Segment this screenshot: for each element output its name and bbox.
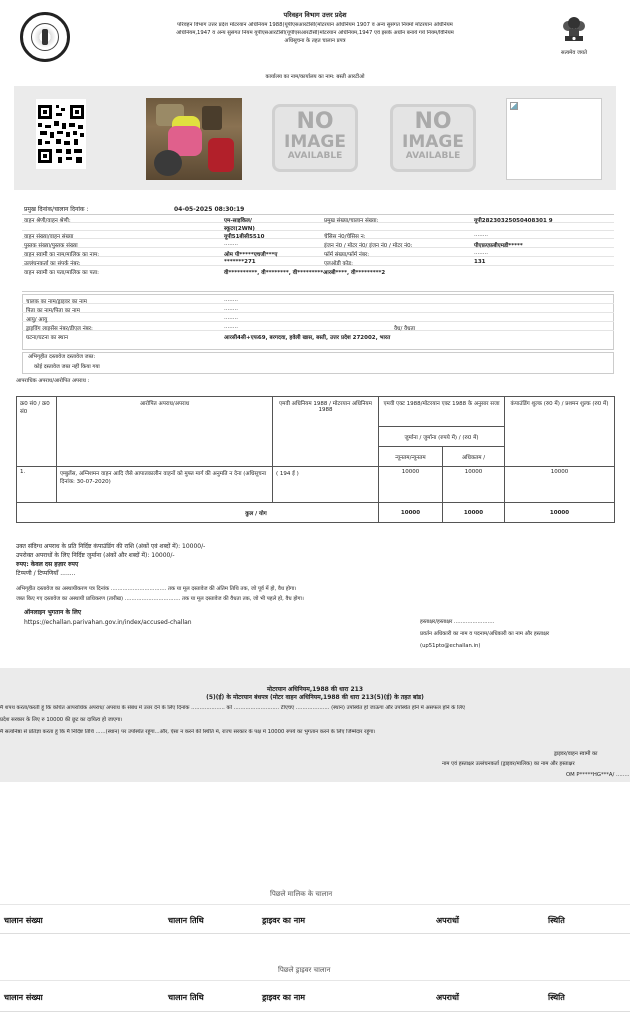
th-compound: कंपाउंडिंग शुल्क (रु0 में) / प्रशमन शुल्क (रु0 में) (505, 397, 615, 467)
header-line1: परिवहन विभाग उत्तर प्रदेश मोटरयान अधिनियम 1988(यूपीएसआरटीसी(मोटरयान अधिनियम 1907 व अन्य सुसंगत नियमों मोटरयान अधिनियम (177, 22, 453, 28)
seized-doc-validity: अभिगृहीत दस्तावेज का अस्थायीकरण पत्र दिनांक ................................. तक या मूल दस्तावेज की अंतिम तिथि तक, जो पूर्व में हो, वैध होगा। (16, 586, 297, 592)
owner-challans-caption: पिछले मालिक के चालान (270, 890, 333, 898)
driver-col-offences[interactable]: अपराधों (436, 993, 459, 1002)
bond-para-1: मैं शपथ करता/करती हूं कि कथित आपराधिक अपराध/ अपराध के संबंध में उत्तर देने के लिए दिनांक .................... को ........................... टीएचए .................... (स्थान) उपस्थित हो जाऊंगा और उपस्थित होने में असफल होने के लिए (0, 705, 465, 711)
th-max: अधिकतम / (443, 447, 505, 467)
owner-col-status[interactable]: स्थिति (548, 916, 565, 925)
owner-col-challan-date[interactable]: चालान तिथि (168, 916, 204, 925)
driver-col-challan-date[interactable]: चालान तिथि (168, 993, 204, 1002)
no-image-placeholder-2: NO IMAGE AVAILABLE (390, 104, 476, 172)
driver-challans-header (0, 980, 630, 1012)
office-name: कार्यालय का नाम/कार्यालय का नाम: बस्ती आरटीओ (265, 74, 365, 80)
online-payment-label: ऑनलाइन भुगतान के लिए (24, 609, 82, 616)
bond-para-3: मैं सत्यनिष्ठा से प्रतिज्ञा करता हूं कि मैं निर्दिष्ट तिथि ......(स्थान) पर उपस्थित रहूंगा...और, ऐसा न करने की स्थिति में, राज्य सरकार के पक्ष में 10000 रुपये का भुगतान करने के लिए जिम्मेदार रहूंगा। (0, 729, 376, 735)
amount-words: रुपए: केवल दस हज़ार रुपए (16, 561, 79, 568)
bond-sign-1: ड्राइवर/वाहन स्वामी का (554, 751, 598, 757)
seized-value: कोई दस्तावेज जब्त नहीं किया गया (34, 364, 100, 370)
owner-challans-header (0, 904, 630, 934)
driver-col-driver-name[interactable]: ड्राइवर का नाम (262, 993, 306, 1002)
driver-challans-caption: पिछले ड्राइवर चालान (278, 966, 331, 974)
signature-label: हस्ताक्षर/हस्ताक्षर ........................ (420, 619, 495, 625)
broken-image-icon (510, 102, 518, 110)
challan-date-label: प्रमुख दिनांक/चालान दिनांक : (24, 206, 89, 213)
emblem-caption: सत्यमेव जयते (560, 50, 587, 56)
remarks: टिप्पणी / टिप्पणियाँ ........ (16, 570, 76, 577)
bond-para-2: प्रदेश सरकार के लिए रु 10000 की छूट का दायित्व हो जाएगा। (0, 717, 123, 723)
owner-col-offences[interactable]: अपराधों (436, 916, 459, 925)
driver-col-status[interactable]: स्थिति (548, 993, 565, 1002)
vehicle-photo[interactable] (146, 98, 242, 180)
no-image-placeholder-1: NO IMAGE AVAILABLE (272, 104, 358, 172)
up-police-logo (20, 12, 70, 62)
header-line2: अधिनियम,1947 व अन्य सुसंगत नियम यूपीएसआरटीसी(यूपीएसआरटीसी)मोटरयान अधिनियम,1947 एवं इसके अधीन बनाये गये नियम/विनियम (176, 30, 454, 36)
header-line3: अधिसूचना के तहत चालान प्रपत्र (284, 38, 346, 44)
challan-date-value: 04-05-2025 08:30:19 (174, 206, 245, 213)
th-fine: जुर्माना / जुर्माना (रुपये में) / (रु0 में) (379, 427, 505, 447)
officer-email: (up51pto@echallan.in) (420, 643, 481, 649)
bond-title: मोटरयान अधिनियम,1988 की धारा 213 (266, 686, 364, 693)
seized-label: अभिगृहीत दस्तावेज दस्तावेज जब्त: (28, 354, 96, 360)
temp-authorization: जब्त किए गए दस्तावेज का अस्थायी प्राधिकरण (तारीख) ................................. तक या मूल दस्तावेज की वैधता तक, जो भी पहले हो, वैध होगा। (16, 596, 304, 602)
table-row: 1. एम्बुलेंस, अग्निशमन वाहन आदि जैसे आपातकालीन वाहनों को मुफ्त मार्ग की अनुमति न देना (अधिसूचना दिनांक: 30-07-2020) ( 194 ई ) 10000 10000 10000 (17, 467, 615, 503)
th-penalty: एमवी एक्ट 1988/मोटरयान एक्ट 1988 के अनुसार सजा (379, 397, 505, 427)
fine-amount: उपरोक्त अपराधों के लिए निर्दिष्ट जुर्माना (अंकों और शब्दों में): 10000/- (16, 552, 175, 559)
national-emblem (557, 12, 591, 48)
offence-label: आपराधिक अपराध/आरोपित अपराध : (16, 378, 90, 384)
header-title: परिवहन विभाग उत्तर प्रदेश (283, 11, 347, 19)
th-mv-act: एमवी अधिनियम 1988 / मोटरयान अधिनियम 1988 (273, 397, 379, 467)
th-offence: आरोपित अपराध/अपराध (57, 397, 273, 467)
owner-col-challan-no[interactable]: चालान संख्या (4, 916, 43, 925)
officer-name: प्रवर्तन अधिकारी का नाम व पदनाम/अधिकारी का नाम और हस्ताक्षर (420, 631, 550, 637)
seized-box (22, 352, 614, 374)
bond-sign-3: OM P*****HG***A/ ........ (566, 772, 630, 778)
qr-code[interactable] (36, 99, 86, 169)
th-min: न्यूनतम/न्यूनतम (379, 447, 443, 467)
broken-image (506, 98, 602, 180)
table-total-row: कुल / योग 10000 10000 10000 (17, 503, 615, 523)
owner-col-driver-name[interactable]: ड्राइवर का नाम (262, 916, 306, 925)
charges-table (16, 396, 615, 523)
compound-amount: उक्त संदिग्ध अपराध के प्रति निर्दिष्ट कंपाउंडिंग की राशि (अंकों एवं शब्दों में): 10000/- (16, 543, 206, 550)
th-sno: क्र0 सं0 / क्र0 सं0 (17, 397, 57, 467)
driver-col-challan-no[interactable]: चालान संख्या (4, 993, 43, 1002)
online-payment-link[interactable]: https://echallan.parivahan.gov.in/index/accused-challan (24, 619, 192, 626)
bond-subtitle: (5)(ई) के मोटरयान बंधपत्र (मोटर वाहन अधिनियम,1988 की धारा 213(5)(ई) के तहत बांड) (206, 694, 424, 701)
bond-sign-2: नाम एवं हस्ताक्षर उल्लंघनकर्ता (ड्राइवर/मालिक) का नाम और हस्ताक्षर (442, 761, 575, 767)
